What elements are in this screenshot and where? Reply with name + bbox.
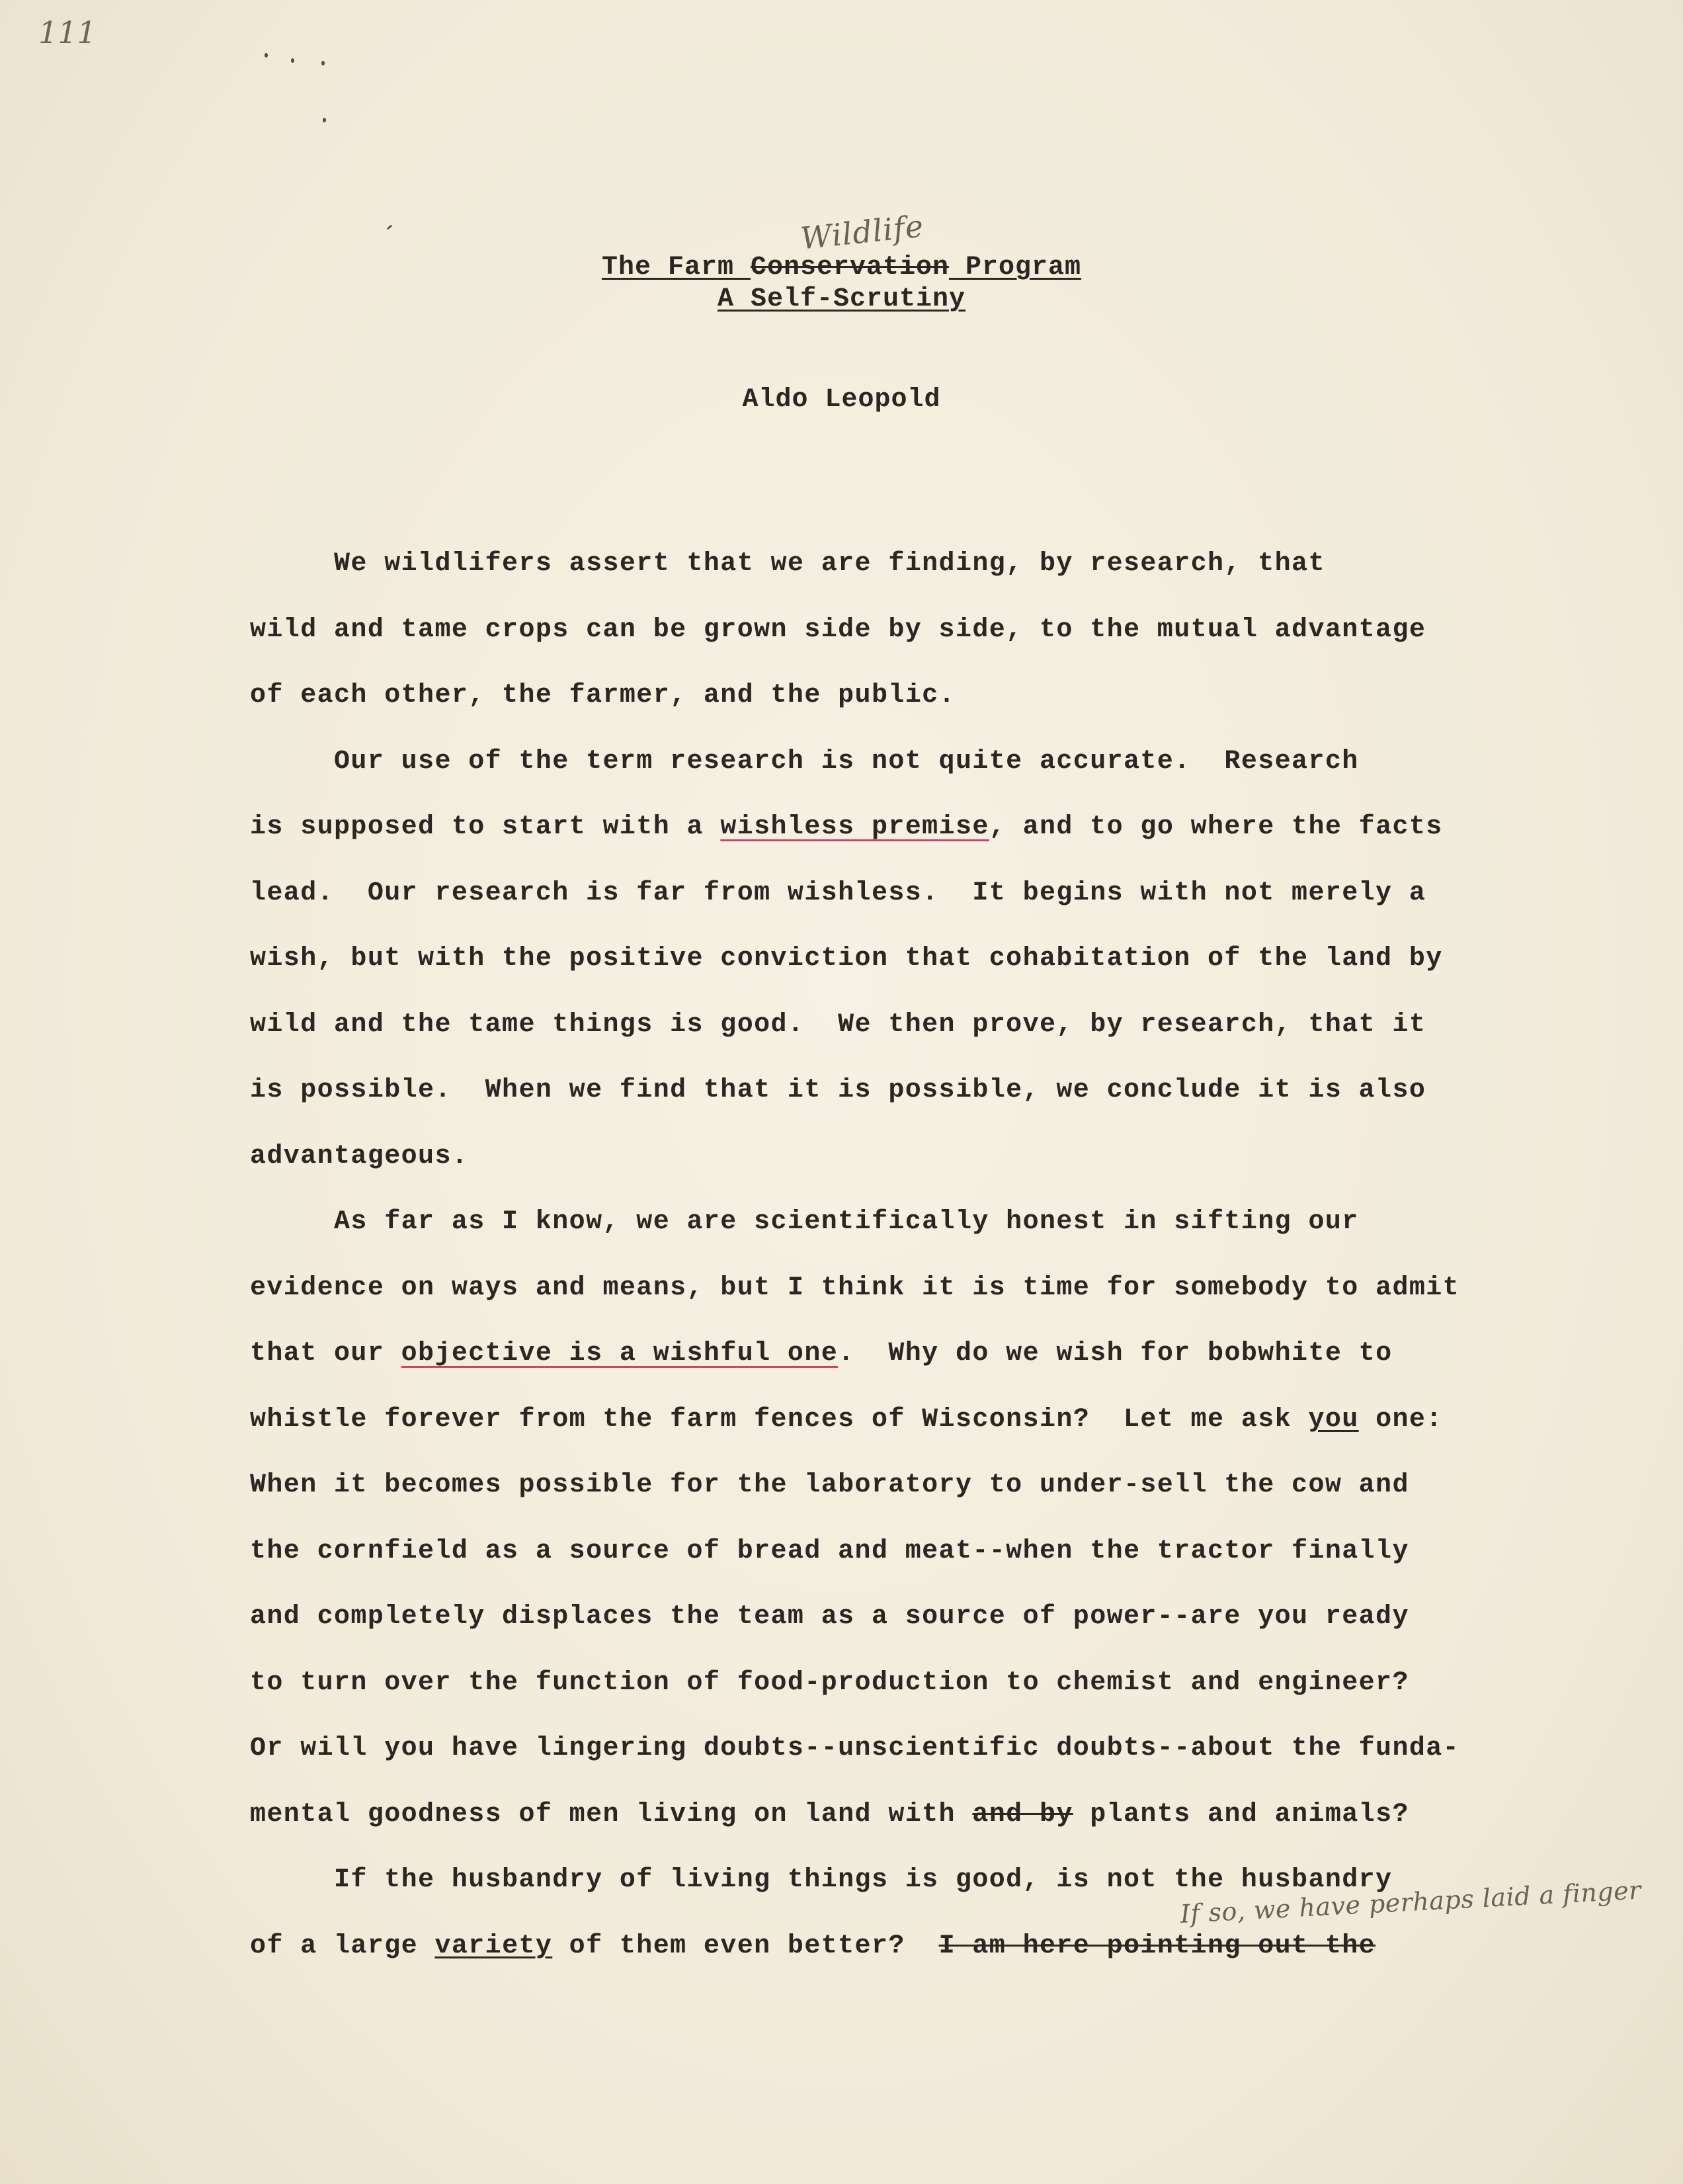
text-run: , and to go where the facts — [989, 812, 1443, 842]
struck-text: I am here pointing out the — [938, 1931, 1376, 1961]
text-run: of them even better? — [552, 1931, 939, 1961]
ink-speck — [386, 224, 393, 230]
text-run: . Why do we wish for bobwhite to — [838, 1339, 1393, 1368]
text-line: When it becomes possible for the laboratory to under-sell the cow and — [250, 1470, 1409, 1500]
text-line: wish, but with the positive conviction that cohabitation of the land by — [250, 944, 1443, 974]
text-line: and completely displaces the team as a source of power--are you ready — [250, 1602, 1409, 1632]
text-line — [250, 1339, 1506, 1405]
text-run: that our — [250, 1339, 401, 1368]
ink-speck — [321, 61, 325, 65]
text-line — [250, 1405, 1506, 1471]
text-line: Or will you have lingering doubts--unscientific doubts--about the funda- — [250, 1734, 1460, 1763]
title-suffix: Program — [949, 253, 1082, 282]
ink-speck — [291, 58, 294, 63]
text-line: evidence on ways and means, but I think it is time for somebody to admit — [250, 1273, 1460, 1303]
text-line: Our use of the term research is not quite accurate. Research — [250, 746, 1359, 777]
title-line-1 — [0, 208, 1683, 282]
title-line-2 — [0, 284, 1683, 314]
title-prefix: The Farm — [601, 253, 751, 282]
red-underlined-phrase: wishless premise — [720, 812, 989, 842]
author-name: Aldo Leopold — [742, 385, 941, 415]
handwritten-insert: If so, we have perhaps laid a finger — [1179, 1875, 1642, 1929]
ink-speck — [323, 118, 326, 122]
text-line — [250, 1800, 1506, 1866]
text-line: lead. Our research is far from wishless. It begins with not merely a — [250, 878, 1426, 908]
text-run: mental goodness of men living on land with — [250, 1799, 973, 1829]
text-line: to turn over the function of food-production to chemist and engineer? — [250, 1667, 1409, 1698]
text-line: As far as I know, we are scientifically honest in sifting our — [250, 1207, 1359, 1237]
underlined-word: you — [1308, 1404, 1359, 1435]
page-number: 111 — [38, 15, 97, 50]
text-run: is supposed to start with a — [250, 812, 721, 842]
handwritten-title-insert: Wildlife — [798, 208, 926, 257]
title-edit — [750, 208, 950, 282]
text-run: one: — [1358, 1404, 1443, 1435]
text-run: whistle forever from the farm fences of Wisconsin? Let me ask — [250, 1404, 1309, 1435]
text-line: wild and tame crops can be grown side by side, to the mutual advantage — [250, 614, 1426, 645]
text-run: of a large — [250, 1931, 435, 1961]
text-line: is possible. When we find that it is possible, we conclude it is also — [250, 1075, 1426, 1105]
text-line: advantageous. — [250, 1141, 469, 1171]
text-line: wild and the tame things is good. We then prove, by research, that it — [250, 1009, 1426, 1040]
red-underlined-phrase: objective is a wishful one — [401, 1339, 839, 1368]
body-text — [250, 549, 1642, 1997]
struck-text: and by — [972, 1799, 1073, 1829]
text-run: plants and animals? — [1073, 1799, 1409, 1829]
subtitle: A Self-Scrutiny — [717, 284, 966, 314]
struck-title-word: Conservation — [750, 253, 950, 282]
text-line: the cornfield as a source of bread and meat--when the tractor finally — [250, 1536, 1409, 1566]
text-line: of each other, the farmer, and the public. — [250, 681, 956, 710]
text-line: If the husbandry of living things is good, is not the husbandry — [250, 1865, 1393, 1895]
text-line — [250, 812, 1506, 878]
text-line: We wildlifers assert that we are finding, by research, that — [250, 549, 1325, 579]
ink-speck — [265, 53, 268, 58]
underlined-word: variety — [434, 1931, 553, 1961]
